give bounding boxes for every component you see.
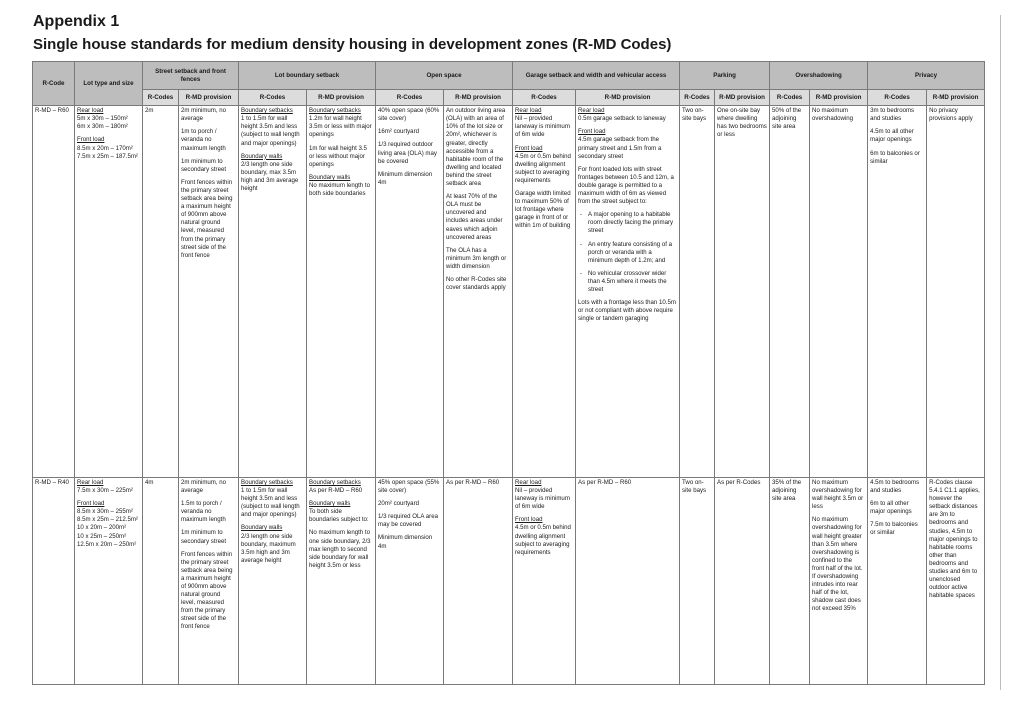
subheading: Boundary setbacks bbox=[309, 478, 361, 486]
subheading: Front load bbox=[515, 144, 543, 152]
subheader-os-rcodes: R-Codes bbox=[376, 90, 444, 106]
header-open-space: Open space bbox=[376, 62, 513, 90]
paragraph: 6m to balconies or similar bbox=[870, 149, 920, 165]
header-lot-type: Lot type and size bbox=[75, 62, 143, 106]
header-lot-boundary: Lot boundary setback bbox=[239, 62, 376, 90]
page-heading bbox=[33, 12, 671, 55]
lot-size-line: 12.5m x 20m – 250m² bbox=[77, 540, 137, 548]
lot-front-title: Front load bbox=[77, 136, 105, 144]
subheader-garage-rcodes: R-Codes bbox=[513, 90, 576, 106]
list-item: - A major opening to a habitable room directly facing the primary street bbox=[588, 211, 677, 235]
cell-garage-rcodes bbox=[513, 477, 576, 684]
cell-street-rmd bbox=[179, 106, 239, 478]
lot-size-line: 8.5m x 20m – 170m² bbox=[77, 144, 133, 152]
cell-lot-type bbox=[75, 106, 143, 478]
paragraph: 1m minimum to secondary street bbox=[181, 529, 227, 545]
cell-ov-rmd bbox=[810, 477, 868, 684]
page-title: Single house standards for medium density housing in development zones (R-MD Codes) bbox=[33, 36, 672, 53]
paragraph: 6m to all other major openings bbox=[870, 500, 912, 516]
subheading: Front load bbox=[515, 516, 543, 524]
paragraph: As per R-MD – R60 bbox=[309, 487, 363, 495]
header-garage: Garage setback and width and vehicular access bbox=[513, 62, 680, 90]
appendix-label: Appendix 1 bbox=[33, 13, 120, 30]
cell-garage-rmd bbox=[576, 106, 680, 478]
group-header-row bbox=[33, 62, 985, 90]
subheader-ov-rmd: R-MD provision bbox=[810, 90, 868, 106]
subheader-privacy-rcodes: R-Codes bbox=[868, 90, 927, 106]
lot-size-line: 7.5m x 30m – 225m² bbox=[77, 487, 133, 495]
cell-parking-rcodes: Two on-site bays bbox=[680, 477, 715, 684]
lot-size-line: 8.5m x 30m – 255m² bbox=[77, 508, 133, 516]
cell-lb-rmd bbox=[307, 106, 376, 478]
cell-ov-rcodes: 50% of the adjoining site area bbox=[770, 106, 810, 478]
paragraph: 45% open space (55% site cover) bbox=[378, 478, 440, 495]
header-privacy: Privacy bbox=[868, 62, 985, 90]
paragraph: As per R-MD – R60 bbox=[578, 478, 632, 486]
cell-privacy-rmd: R-Codes clause 5.4.1 C1.1 applies, however the setback distances are 3m to bedrooms and studies, 4.5m to major openings to habitable rooms other than bedrooms and studies and 6m to unenclosed outdoor active habitable spaces bbox=[927, 477, 985, 684]
subheader-street-rcodes: R-Codes bbox=[143, 90, 179, 106]
lot-front-title: Front load bbox=[77, 500, 105, 508]
paragraph: 7.5m to balconies or similar bbox=[870, 521, 918, 537]
subheading: Rear load bbox=[515, 107, 542, 115]
cell-garage-rmd bbox=[576, 477, 680, 684]
header-parking: Parking bbox=[680, 62, 770, 90]
list-item: - An entry feature consisting of a porch or veranda with a minimum depth of 1.2m; and bbox=[588, 241, 677, 265]
lot-size-line: 6m x 30m – 180m² bbox=[77, 123, 128, 131]
paragraph: 0.5m garage setback to laneway bbox=[578, 115, 666, 123]
paragraph: No maximum overshadowing for wall height greater than 3.5m where overshadowing is confined to the front half of the lot. If overshadowing intrudes into rear half of the lot, shadow cast does not exceed 35% bbox=[812, 516, 863, 613]
paragraph: 1.2m for wall height 3.5m or less with major openings bbox=[309, 115, 372, 139]
list-item: - No vehicular crossover wider than 4.5m where it meets the street bbox=[588, 270, 677, 294]
header-overshadowing: Overshadowing bbox=[770, 62, 868, 90]
cell-street-rcodes: 4m bbox=[143, 477, 179, 684]
cell-privacy-rmd: No privacy provisions apply bbox=[927, 106, 985, 478]
subheading: Boundary setbacks bbox=[241, 107, 293, 115]
garage-conditions-list bbox=[578, 211, 677, 294]
subheader-parking-rcodes: R-Codes bbox=[680, 90, 715, 106]
header-street-setback: Street setback and front fences bbox=[143, 62, 239, 90]
page-margin-rule bbox=[1000, 15, 1001, 690]
paragraph: 2m minimum, no average bbox=[181, 107, 227, 123]
header-rcode: R-Code bbox=[33, 62, 75, 106]
paragraph: The OLA has a minimum 3m length or width dimension bbox=[446, 246, 507, 270]
subheading: Boundary setbacks bbox=[309, 107, 361, 115]
paragraph: 16m² courtyard bbox=[378, 128, 419, 136]
cell-ov-rcodes: 35% of the adjoining site area bbox=[770, 477, 810, 684]
cell-rcode: R-MD – R60 bbox=[33, 106, 75, 478]
paragraph: 2/3 length one side boundary, max 3.5m high and 3m average height bbox=[241, 160, 299, 193]
cell-privacy-rcodes bbox=[868, 106, 927, 478]
cell-rcode: R-MD – R40 bbox=[33, 477, 75, 684]
cell-lot-type bbox=[75, 477, 143, 684]
lot-rear-title: Rear load bbox=[77, 107, 104, 115]
cell-privacy-rcodes bbox=[868, 477, 927, 684]
sub-header-row bbox=[33, 90, 985, 106]
paragraph: 1/3 required outdoor living area (OLA) may be covered bbox=[378, 141, 437, 165]
lot-size-line: 8.5m x 25m – 212.5m² bbox=[77, 516, 138, 524]
cell-os-rmd bbox=[444, 477, 513, 684]
paragraph: Front fences within the primary street setback area being a maximum height of 900mm above natural ground level, measured from the primary street side of the front fence bbox=[181, 550, 233, 631]
paragraph: 3m to bedrooms and studies bbox=[870, 107, 915, 123]
paragraph: 4.5m or 0.5m behind dwelling alignment subject to averaging requirements bbox=[515, 524, 571, 556]
lot-size-line: 7.5m x 25m – 187.5m² bbox=[77, 152, 138, 160]
subheading: Boundary walls bbox=[241, 152, 283, 160]
subheader-privacy-rmd: R-MD provision bbox=[927, 90, 985, 106]
cell-parking-rmd: As per R-Codes bbox=[715, 477, 770, 684]
paragraph: 2m minimum, no average bbox=[181, 478, 227, 495]
paragraph: No maximum length to one side boundary, 2/3 max length to second side boundary for wall height 3.5m or less bbox=[309, 529, 371, 569]
paragraph: For front loaded lots with street frontages between 10.5 and 12m, a double garage is permitted to a maximum width of 6m as viewed from the street subject to: bbox=[578, 165, 674, 206]
lot-size-line: 5m x 30m – 150m² bbox=[77, 115, 128, 123]
cell-street-rmd bbox=[179, 477, 239, 684]
subheading: Front load bbox=[578, 128, 606, 136]
subheading: Boundary walls bbox=[309, 173, 351, 181]
subheader-lb-rmd: R-MD provision bbox=[307, 90, 376, 106]
paragraph: 4.5m to bedrooms and studies bbox=[870, 478, 920, 495]
paragraph: No maximum overshadowing bbox=[812, 107, 854, 123]
cell-parking-rcodes: Two on-site bays bbox=[680, 106, 715, 478]
subheading: Rear load bbox=[515, 478, 542, 486]
paragraph: 4.5m to all other major openings bbox=[870, 128, 914, 144]
cell-garage-rcodes bbox=[513, 106, 576, 478]
cell-os-rcodes bbox=[376, 106, 444, 478]
subheader-street-rmd: R-MD provision bbox=[179, 90, 239, 106]
subheader-os-rmd: R-MD provision bbox=[444, 90, 513, 106]
cell-parking-rmd: One on-site bay where dwelling has two bedrooms or less bbox=[715, 106, 770, 478]
paragraph: 1m minimum to secondary street bbox=[181, 157, 227, 173]
cell-lb-rmd bbox=[307, 477, 376, 684]
subheader-parking-rmd: R-MD provision bbox=[715, 90, 770, 106]
subheading: Boundary setbacks bbox=[241, 478, 293, 486]
subheading: Boundary walls bbox=[241, 524, 283, 532]
lot-rear-title: Rear load bbox=[77, 478, 104, 486]
paragraph: Nil – provided laneway is minimum of 6m wide bbox=[515, 487, 570, 511]
paragraph: Minimum dimension 4m bbox=[378, 170, 433, 186]
paragraph: 2/3 length one side boundary, maximum 3.5m high and 3m average height bbox=[241, 532, 296, 564]
paragraph: No maximum length to both side boundaries bbox=[309, 181, 370, 198]
paragraph: Garage width limited to maximum 50% of lot frontage where garage in front of or within 1m of building bbox=[515, 190, 571, 230]
paragraph: An outdoor living area (OLA) with an area of 10% of the lot size or 20m², whichever is greater, directly accessible from a habitable room of the dwelling and located behind the street setback area bbox=[446, 107, 506, 188]
subheader-lb-rcodes: R-Codes bbox=[239, 90, 307, 106]
paragraph: 40% open space (60% site cover) bbox=[378, 107, 440, 123]
subheading: Boundary walls bbox=[309, 500, 351, 508]
cell-street-rcodes: 2m bbox=[143, 106, 179, 478]
paragraph: At least 70% of the OLA must be uncovered and includes areas under eaves which adjoin uncovered areas bbox=[446, 193, 503, 241]
paragraph: 1m for wall height 3.5 or less without major openings bbox=[309, 144, 367, 168]
subheading: Rear load bbox=[578, 107, 605, 115]
cell-ov-rmd bbox=[810, 106, 868, 478]
paragraph: Minimum dimension 4m bbox=[378, 534, 433, 550]
cell-lb-rcodes bbox=[239, 477, 307, 684]
cell-os-rcodes bbox=[376, 477, 444, 684]
standards-table bbox=[32, 61, 985, 685]
table-row bbox=[33, 106, 985, 478]
paragraph: 1m to porch / veranda no maximum length bbox=[181, 128, 226, 152]
paragraph: 1.5m to porch / veranda no maximum length bbox=[181, 500, 226, 524]
paragraph: 1 to 1.5m for wall height 3.5m and less (subject to wall length and major openings) bbox=[241, 487, 300, 519]
lot-size-line: 10 x 25m – 250m² bbox=[77, 532, 127, 540]
subheader-garage-rmd: R-MD provision bbox=[576, 90, 680, 106]
paragraph: To both side boundaries subject to: bbox=[309, 508, 369, 524]
paragraph: No maximum overshadowing for wall height 3.5m or less bbox=[812, 478, 864, 511]
lot-size-line: 10 x 20m – 200m² bbox=[77, 524, 127, 532]
paragraph: Front fences within the primary street setback area being a maximum height of 900mm above natural ground level, measured from the primary street side of the front fence bbox=[181, 178, 233, 259]
paragraph: 1 to 1.5m for wall height 3.5m and less (subject to wall length and major openings) bbox=[241, 115, 300, 147]
cell-os-rmd bbox=[444, 106, 513, 478]
paragraph: 4.5m or 0.5m behind dwelling alignment subject to averaging requirements bbox=[515, 152, 571, 184]
paragraph: No other R-Codes site cover standards apply bbox=[446, 275, 507, 292]
subheader-ov-rcodes: R-Codes bbox=[770, 90, 810, 106]
paragraph: Nil – provided laneway is minimum of 6m wide bbox=[515, 115, 570, 139]
table-row bbox=[33, 477, 985, 684]
cell-lb-rcodes bbox=[239, 106, 307, 478]
paragraph: 20m² courtyard bbox=[378, 500, 419, 508]
paragraph: As per R-MD – R60 bbox=[446, 478, 500, 486]
paragraph: 4.5m garage setback from the primary street and 1.5m from a secondary street bbox=[578, 136, 662, 160]
paragraph: 1/3 required OLA area may be covered bbox=[378, 513, 438, 529]
paragraph: Lots with a frontage less than 10.5m or not compliant with above require single or tandem garaging bbox=[578, 299, 676, 323]
